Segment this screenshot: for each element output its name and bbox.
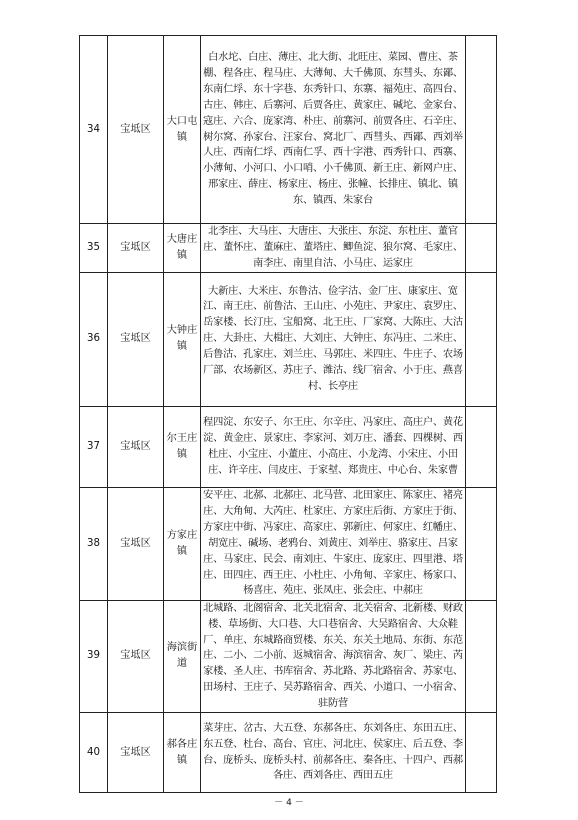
table-row (80, 224, 497, 273)
district-cell: 宝坻区 (108, 36, 164, 224)
row-number: 37 (80, 406, 108, 487)
town-cell: 大唐庄镇 (164, 224, 201, 273)
town-cell: 方家庄镇 (164, 487, 201, 600)
villages-cell: 菜芽庄、岔古、大五登、东郝各庄、东刘各庄、东田五庄、东五登、杜台、高台、官庄、河北庄、侯家庄、后五登、李台、庞桥头、庞桥头村、前郝各庄、秦各庄、十四户、西郝各庄、西刘各庄、西田五庄 (201, 713, 466, 793)
row-number: 40 (80, 713, 108, 793)
note-cell (466, 272, 497, 406)
note-cell (466, 406, 497, 487)
table-row (80, 36, 497, 224)
table-row (80, 272, 497, 406)
district-cell: 宝坻区 (108, 487, 164, 600)
village-list-table (79, 35, 497, 793)
table-row (80, 600, 497, 712)
row-number: 39 (80, 600, 108, 712)
row-number: 34 (80, 36, 108, 224)
note-cell (466, 713, 497, 793)
villages-cell: 白水坨、白庄、薄庄、北大街、北旺庄、菜园、曹庄、茶棚、程各庄、程马庄、大薄甸、大千佛顶、东彗头、东鄙、东南仁垺、东十字巷、东秀针口、东寨、福苑庄、高四台、古庄、韩庄、后寨河、后贾各庄、黄家庄、碱坨、金家台、寇庄、六合、庞家湾、朴庄、前寨河、前贾各庄、石辛庄、树尔窝、孙家台、汪家台、窝北厂、西彗头、西鄙、西刘举人庄、西南仁垺、西南仁孚、西十字港、西秀针口、西寨、小薄甸、小河口、小口哨、小千佛顶、新王庄、新网户庄、邢家庄、薛庄、杨家庄、杨庄、张幢、长排庄、镇北、镇东、镇西、朱家台 (201, 36, 466, 224)
district-cell: 宝坻区 (108, 272, 164, 406)
note-cell (466, 600, 497, 712)
table-row (80, 406, 497, 487)
town-cell: 海滨街道 (164, 600, 201, 712)
town-cell: 郝各庄镇 (164, 713, 201, 793)
district-cell: 宝坻区 (108, 713, 164, 793)
villages-cell: 大新庄、大米庄、东鲁沽、俭字沽、金厂庄、康家庄、宽江、南王庄、前鲁沽、王山庄、小苑庄、尹家庄、袁罗庄、岳家楼、长汀庄、宝船窝、北王庄、厂家窝、大陈庄、大沽庄、大卦庄、大楫庄、大刘庄、大钟庄、东冯庄、二米庄、后鲁沽、孔家庄、刘兰庄、马郭庄、米四庄、牛庄子、农场厂部、农场新区、苏庄子、潍沽、线厂宿舍、小于庄、燕喜村、长亭庄 (201, 272, 466, 406)
town-cell: 大口屯镇 (164, 36, 201, 224)
villages-cell: 程四淀、东安子、尔王庄、尔辛庄、冯家庄、高庄户、黄花淀、黄金庄、景家庄、李家河、刘万庄、潘套、四棵树、西杜庄、小宝庄、小董庄、小高庄、小龙湾、小宋庄、小田庄、许辛庄、闫皮庄、于家堼、郑贵庄、中心台、朱家曹 (201, 406, 466, 487)
district-cell: 宝坻区 (108, 224, 164, 273)
table-row (80, 713, 497, 793)
row-number: 36 (80, 272, 108, 406)
villages-cell: 北城路、北阁宿舍、北关北宿舍、北关宿舍、北新楼、财政楼、草场街、大口巷、大口巷宿舍、大吴路宿舍、大众鞋厂、单庄、东城路商贸楼、东关、东关土地局、东街、东范庄、二小、二小前、返城宿舍、海滨宿舍、灰厂、梁庄、芮家楼、圣人庄、书库宿舍、苏北路、苏北路宿舍、苏家屯、田场村、王庄子、吴苏路宿舍、西关、小道口、一小宿舍、驻防营 (201, 600, 466, 712)
table-row (80, 487, 497, 600)
row-number: 35 (80, 224, 108, 273)
page-number: － 4 － (274, 798, 304, 808)
note-cell (466, 36, 497, 224)
villages-cell: 北李庄、大马庄、大唐庄、大张庄、东淀、东杜庄、董官庄、董怀庄、董麻庄、董塔庄、鲫鱼淀、狼尔窝、毛家庄、南李庄、南里自沽、小马庄、运家庄 (201, 224, 466, 273)
town-cell: 尔王庄镇 (164, 406, 201, 487)
district-cell: 宝坻区 (108, 600, 164, 712)
note-cell (466, 487, 497, 600)
district-cell: 宝坻区 (108, 406, 164, 487)
note-cell (466, 224, 497, 273)
row-number: 38 (80, 487, 108, 600)
villages-cell: 安平庄、北郝、北郝庄、北马营、北田家庄、陈家庄、褚亮庄、大角甸、大芮庄、杜家庄、方家庄后街、方家庄于街、方家庄中街、冯家庄、高家庄、郭新庄、何家庄、红幡庄、胡宽庄、碱场、老鸦台、刘黄庄、刘举庄、骆家庄、吕家庄、马家庄、民会、南刘庄、牛家庄、庞家庄、四里港、塔庄、田四庄、西王庄、小杜庄、小角甸、辛家庄、杨家口、杨喜庄、苑庄、张凤庄、张会庄、中郝庄 (201, 487, 466, 600)
town-cell: 大钟庄镇 (164, 272, 201, 406)
